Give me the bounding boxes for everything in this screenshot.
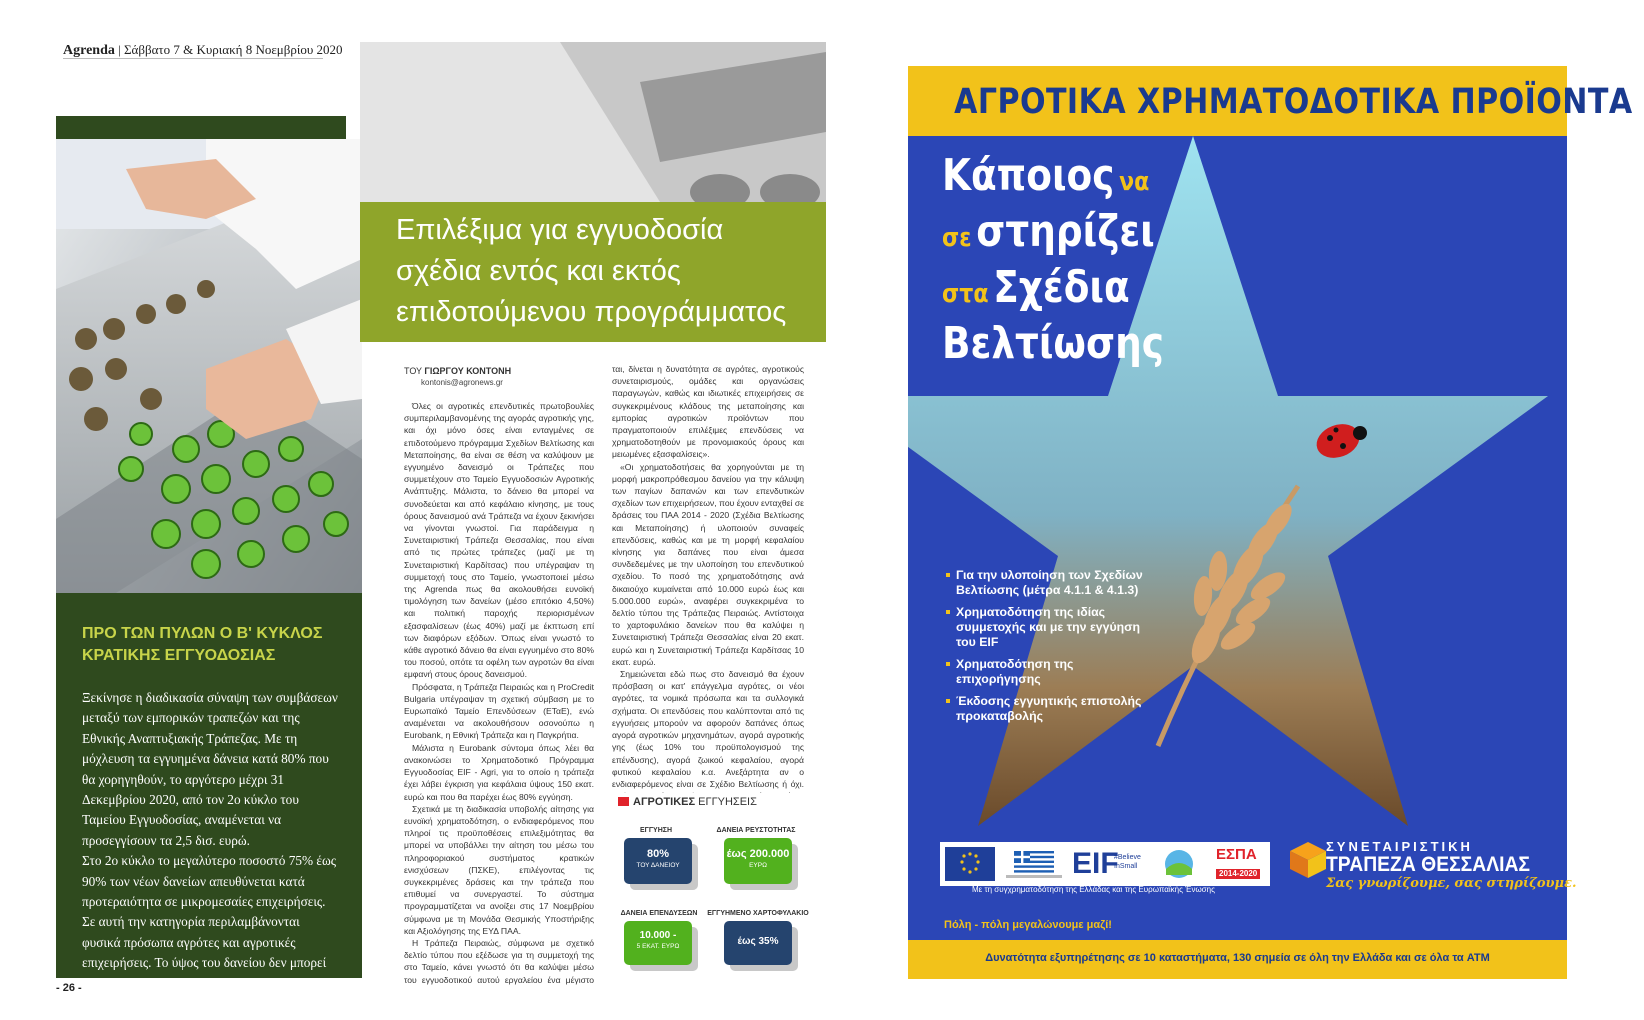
brand-name: Agrenda [63,43,115,58]
greek-flag-icon [1002,847,1066,881]
calculator-illustration [360,42,826,202]
ad-top-title: ΑΓΡΟΤΙΚΑ ΧΡΗΜΑΤΟΔΟΤΙΚΑ ΠΡΟΪΟΝΤΑ [954,82,1633,122]
rural-development-icon [1162,847,1196,881]
sidebar-paragraph: Στο 2ο κύκλο το μεγαλύτερο ποσοστό 75% έως 90% των νέων δανείων απευθύνεται κατά προτεραιότητα σε μικρομεσαίες επιχειρήσεις. Σε αυτή την κατηγορία περιλαμβάνονται φυσικά πρόσωπα αγρότες και αγροτικές επιχειρήσεις. Το ύψος του δανείου δεν μπορεί να ξεπερνά το 25% του τζίρου (του 2019) της επιχείρησης. [82,853,336,1012]
header-rule [63,58,323,59]
espa-years: 2014-2020 [1216,869,1260,879]
headline-background-image [360,42,826,202]
espa-logo [1202,847,1266,881]
ad-headline-line [942,150,1149,201]
article-paragraph: Σχετικά με τη διαδικασία υποβολής αίτησης για ευνοϊκή χρηματοδότηση, ο ενδιαφερόμενος που πληροί τις προϋποθέσεις επιλεξιμότητας θα μπορεί να υποβάλλει την αίτηση του μέσω του πληροφοριακού συστήματος κρατικών ενισχύσεων (ΠΣΚΕ), επιλέγοντας τις συγκεκριμένες δράσεις και την τράπεζα που επιθυμεί να συνεργαστεί. Το σύστημα προγραμματίζεται να ανοίξει στις 17 Νοεμβρίου σύμφωνα με τη Μονάδα Θεσμικής Υποστήριξης και Αξιολόγησης της ΕΥΔ ΠΑΑ. [404,803,594,936]
bank-slogan: Σας γνωρίζουμε, σας στηρίζουμε. [1326,876,1577,891]
eif-logo: EIF [1072,847,1119,880]
bank-name-line2: ΤΡΑΠΕΖΑ ΘΕΣΣΑΛΙΑΣ [1326,853,1531,876]
article-paragraph: «Οι χρηματοδοτήσεις θα χορηγούνται με τη μορφή μακροπρόθεσμου δανείου για την κάλυψη των παγίων δαπανών και των επενδυτικών σχεδίων των επιχειρήσεων, που έχουν ενταχθεί σε δράσεις του ΠΑΑ 2014 - 2020 (Σχέδια Βελτίωσης και Μεταποίησης) ή υλοποιούν συναφείς επενδύσεις, καθώς και με τη μορφή κεφαλαίου κίνησης για δαπάνες που είναι άμεσα συνδεδεμένες με την υλοποίηση του επενδυτικού σχεδίου. Το ποσό της χρηματοδότησης ανά δικαιούχο κυμαίνεται από 10.000 ευρώ έως και 5.000.000 ευρώ», αναφέρει συγκεκριμένα το δελτίο τύπου της Τράπεζας Πειραιώς. Αντίστοιχα το χαρτοφυλάκιο δανείων που θα καλύψει η Συνεταιριστική Τράπεζα Θεσσαλίας είναι 20 εκατ. ευρώ και η Συνεταιριστική Τράπεζα Καρδίτσας 10 εκατ. ευρώ. [612,461,804,667]
cofinancing-note: Με τη συγχρηματοδότηση της Ελλάδας και της Ευρωπαϊκής Ένωσης [972,885,1215,894]
article-photo [56,139,362,593]
article-paragraph: Όλες οι αγροτικές επενδυτικές πρωτοβουλίες συμπεριλαμβανομένης της αγοράς αγροτικής γης, και όχι μόνο όσες είναι ενταγμένες σε επιδοτούμενο πρόγραμμα Σχεδίων Βελτίωσης και Μεταποίησης, θα είναι σε θέση να καλύψουν με εγγυημένο δανεισμό οι Τράπεζες που συμμετέχουν στο Ταμείο Εγγυοδοσιών Αγροτικής Ανάπτυξης. Μάλιστα, το δάνειο θα μπορεί να συνοδεύεται και από κεφάλαιο κίνησης, με τους όρους δανεισμού ανά Τράπεζα να έχουν ξεκινήσει να γίνονται γνωστοί. Για παράδειγμα η Συνεταιριστική Τράπεζα Θεσσαλίας, που είναι από τις πρώτες τράπεζες (μαζί με τη Συνεταιριστική Καρδίτσας) που υπέγραψαν τη συμμετοχή τους στο Ταμείο, γνωστοποιεί μέσω της Agrenda πως θα ακολουθήσει ευνοϊκή τιμολόγηση των δανείων (μέσο επιτόκιο 4,50%) και πολιτική παροχής περιορισμένων εξασφαλίσεων (έως 40%) μαζί με έκπτωση επί των διαφόρων εξόδων. Όπως είναι γνωστό το κάθε αγροτικό δάνειο θα είναι εγγυημένο στο 80% του ποσού, οπότε τα οφέλη των αγροτών θα είναι εμφανή στους όρους δανεισμού. [404,401,594,680]
infographic-value: 80% [646,848,670,860]
ad-headline-word: Σχέδια [993,262,1130,313]
ad-bullet-item: Για την υλοποίηση των Σχεδίων Βελτίωσης (μέτρα 4.1.1 & 4.1.3) [944,568,1144,598]
infographic-item-portfolio [724,921,792,965]
red-square-icon [618,797,629,806]
author-email[interactable]: kontonis@agronews.gr [421,378,503,387]
infographic-title-bold: ΑΓΡΟΤΙΚΕΣ [633,796,696,808]
ad-headline-line [942,206,1155,257]
article-paragraph: Η Τράπεζα Πειραιώς, σύμφωνα με σχετικό δελτίο τύπου που εξέδωσε για τη συμμετοχή της στο Ταμείο, κάνει γνωστό ότι θα καλύψει μέσω του εγγυοδοτικού αυτού εργαλείου ένα μέγιστο [404,937,594,985]
infographic-value: έως 200.000 [726,848,790,860]
ad-headline-word: στα [942,279,989,309]
headline-line: επιδοτούμενου προγράμματος [396,296,787,328]
infographic-label: ΕΓΓΥΗΜΕΝΟ ΧΑΡΤΟΦΥΛΑΚΙΟ [707,910,809,917]
infographic-label: ΕΓΓΥΗΣΗ [639,827,673,834]
infographic-label: ΔΑΝΕΙΑ ΡΕΥΣΤΟΤΗΤΑΣ [716,827,796,834]
ad-bullet-list [944,568,1144,731]
ad-motto: Πόλη - πόλη μεγαλώνουμε μαζί! [944,919,1112,931]
infographic-sub: ΤΟΥ ΔΑΝΕΙΟΥ [636,862,680,869]
ad-headline-line [942,318,1164,369]
article-paragraph: Πρόσφατα, η Τράπεζα Πειραιώς και η ProCredit Bulgaria υπέγραψαν τη σχετική σύμβαση με το Ευρωπαϊκό Ταμείο Επενδύσεων (ΕΤαΕ), ενώ αναμένεται να ακολουθήσουν οσονούπω η Eurobank, η Εθνική Τράπεζα και η Παγκρήτια. [404,681,594,741]
eu-flag-icon [945,847,995,881]
ad-bottom-text: Δυνατότητα εξυπηρέτησης σε 10 καταστήματα, 130 σημεία σε όλη την Ελλάδα και σε όλα τα ATM [985,952,1490,964]
article-headline [396,210,816,333]
ad-headline-word: να [1119,167,1150,197]
ad-headline-word: στηρίζει [976,206,1155,257]
ad-headline-word: Βελτίωσης [942,318,1164,369]
conveyor-photo-illustration [56,139,362,593]
infographic-item-liquidity [724,838,792,884]
header-separator: | [118,42,121,57]
sidebar-title [82,623,342,667]
byline-author: ΓΙΩΡΓΟΥ ΚΟΝΤΟΝΗ [424,366,512,376]
article-column-2 [612,363,804,793]
ad-bullet-item: Έκδοσης εγγυητικής επιστολής προκαταβολής [944,694,1144,724]
bank-cube-icon [1288,840,1328,880]
photo-top-band [56,116,346,140]
ad-bullet-item: Χρηματοδότηση της επιχορήγησης [944,657,1144,687]
infographic-label: ΔΑΝΕΙΑ ΕΠΕΝΔΥΣΕΩΝ [620,910,698,917]
header-date: Σάββατο 7 & Κυριακή 8 Νοεμβρίου 2020 [123,42,343,57]
page-header [63,42,343,59]
funding-logos [940,842,1270,886]
infographic-title [618,796,757,808]
headline-line: Επιλέξιμα για εγγυοδοσία [396,214,724,246]
ad-bullet-item: Χρηματοδότηση της ιδίας συμμετοχής και με την εγγύηση του EIF [944,605,1144,650]
infographic-item-guarantee [624,838,692,884]
infographic-sub: ΕΥΡΩ [749,862,767,869]
byline [404,366,511,376]
sidebar-text [82,688,340,1015]
infographic-title-rest: ΕΓΓΥΗΣΕΙΣ [698,796,757,808]
sidebar-title-line2: ΚΡΑΤΙΚΗΣ ΕΓΓΥΟΔΟΣΙΑΣ [82,647,276,664]
infographic-sub: 5 ΕΚΑΤ. ΕΥΡΩ [636,943,680,950]
bank-name-line1: ΣΥΝΕΤΑΙΡΙΣΤΙΚΗ [1326,839,1473,854]
article-paragraph: Μάλιστα η Eurobank σύντομα όπως λέει θα ανακοινώσει το Χρηματοδοτικό Πρόγραμμα Εγγυοδοσίας EIF - Agri, για το οποίο η τράπεζα έχει λάβει έγκριση για κεφάλαια ύψους 150 εκατ. ευρώ και που θα παρέχει έως 80% εγγύηση. [404,742,594,802]
infographic-value: 10.000 - [639,930,677,941]
ad-headline-word: σε [942,223,972,253]
infographic-item-investment [624,921,692,965]
article-paragraph: ται, δίνεται η δυνατότητα σε αγρότες, αγροτικούς συνεταιρισμούς, ομάδες και οργανώσεις παραγωγών, καθώς και ιδιωτικές επιχειρήσεις σε συγκεκριμένους κλάδους της μεταποίησης και εμπορίας αγροτικών προϊόντων που πραγματοποιούν επιλέξιμες επενδύσεις να χρηματοδοτηθούν με προνομιακούς όρους και μειωμένες εξασφαλίσεις». [612,364,804,460]
byline-prefix: ΤΟΥ [404,366,422,376]
page-number: - 26 - [56,982,82,994]
article-paragraph: Σημειώνεται εδώ πως στο δανεισμό θα έχουν πρόσβαση οι κατ' επάγγελμα αγρότες, οι νέοι αγρότες, τα νομικά πρόσωπα και τα συλλογικά σχήματα. Οι επενδύσεις που καλύπτονται από τις εγγυήσεις μπορούν να αφορούν δαπάνες όπως αγορά αγροτικών μηχανημάτων, αγορά αγροτικής γης (έως 10% του προϋπολογισμού της επένδυσης), αγορά ζωικού κεφαλαίου, αγορά φυτικού κεφαλαίου κ.α. Ανεξάρτητα αν ο ενδιαφερόμενος είναι σε Σχέδιο Βελτίωσης ή όχι. [612,669,804,789]
sidebar-title-line1: ΠΡΟ ΤΩΝ ΠΥΛΩΝ Ο Β' ΚΥΚΛΟΣ [82,625,323,642]
infographic-value: έως 35% [737,936,779,947]
article-column-1 [404,400,594,985]
espa-text: ΕΣΠΑ [1216,846,1257,863]
ad-headline-word: Κάποιος [942,150,1115,201]
ad-headline-line [942,262,1130,313]
sidebar-paragraph: Ξεκίνησε η διαδικασία σύναψη των συμβάσεων μεταξύ των εμπορικών τραπεζών και της Εθνικής Αναπτυξιακής Τράπεζας. Με τη μόχλευση τα εγγυημένα δάνεια κατά 80% που θα χορηγηθούν, το αργότερο μέχρι 31 Δεκεμβρίου 2020, από τον 2ο κύκλο του Ταμείου Εγγυοδοσίας, αναμένεται να προσεγγίσουν τα 2,5 δισ. ευρώ. [82,690,338,848]
believe-in-small-logo: #Believe InSmall [1114,854,1141,870]
headline-line: σχέδια εντός και εκτός [396,255,681,287]
